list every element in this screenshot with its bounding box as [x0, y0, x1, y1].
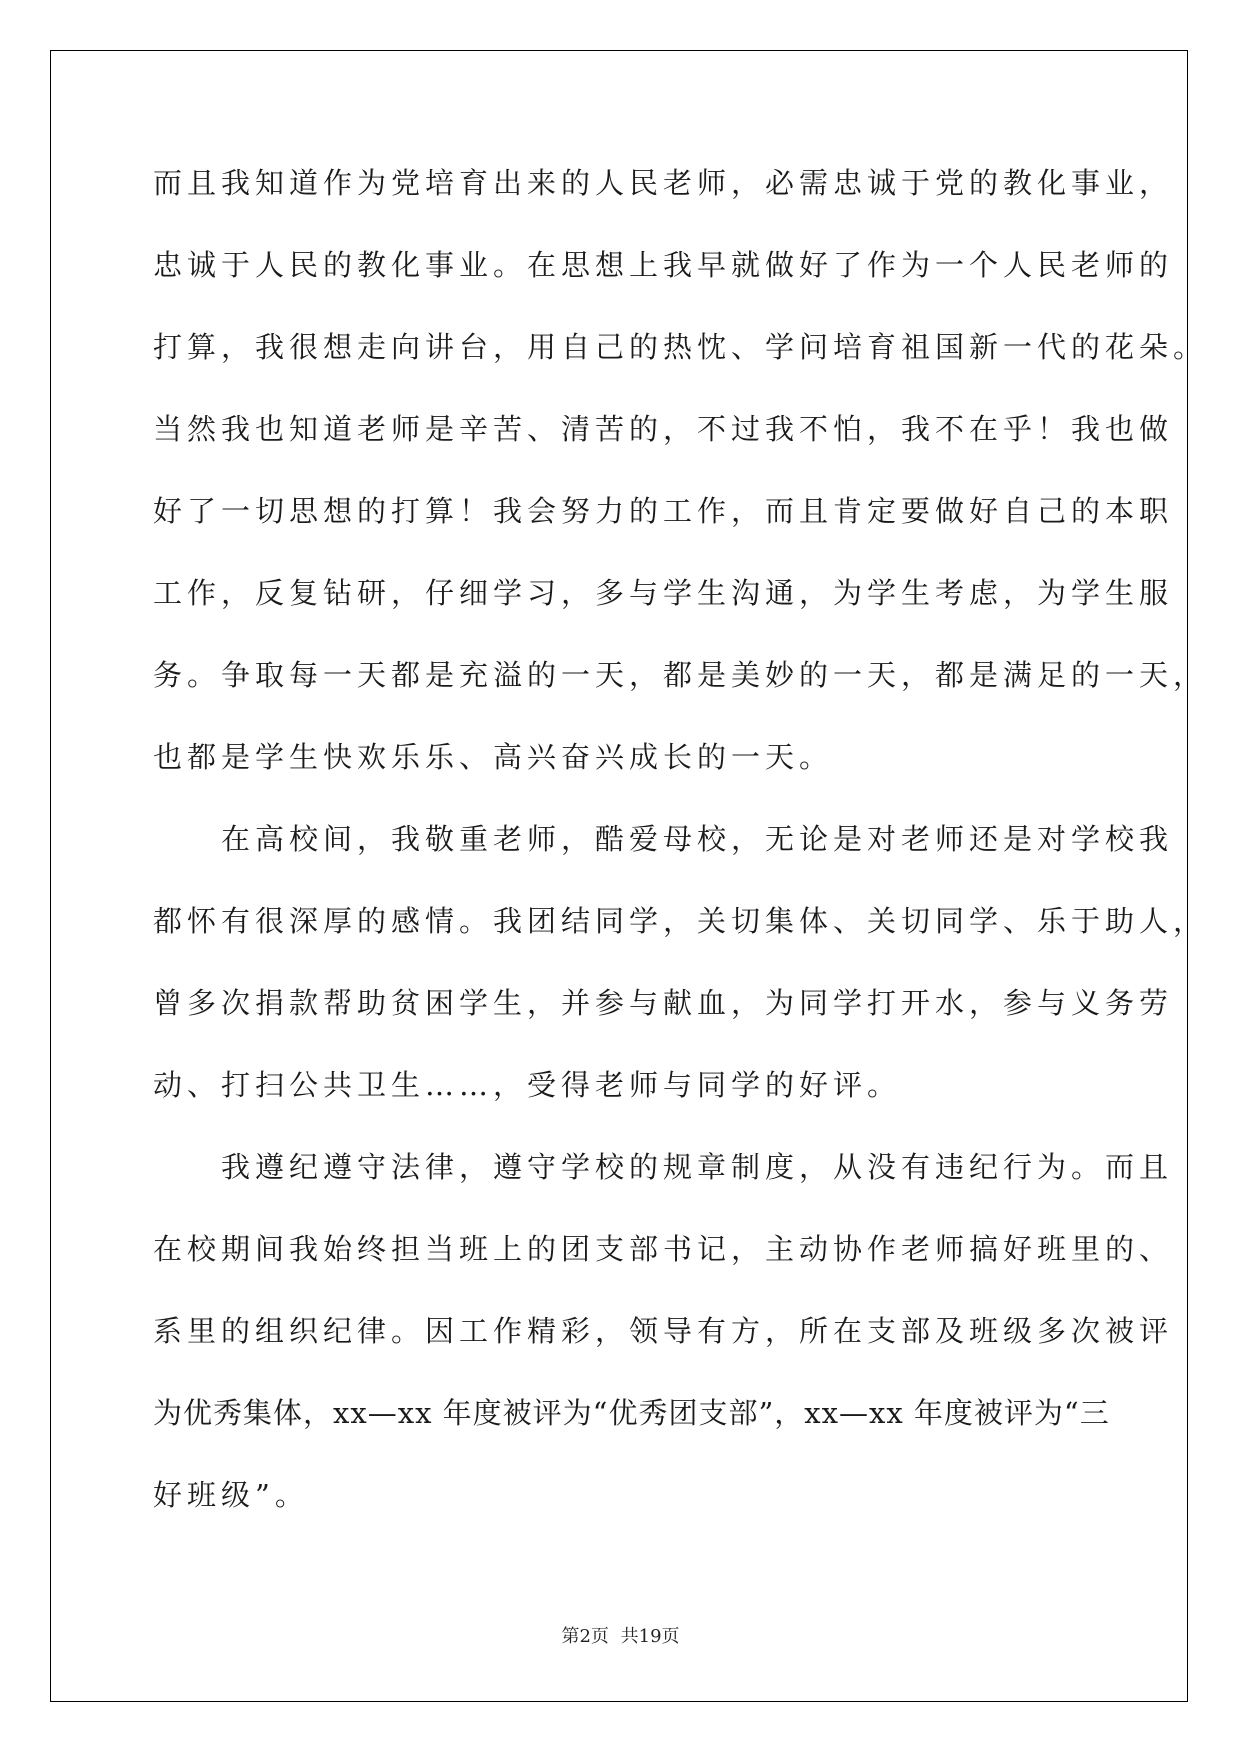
- text-line-8: 也都是学生快欢乐乐、高兴奋兴成长的一天。: [153, 740, 834, 774]
- total-pages: 共19页: [620, 1626, 680, 1647]
- text-line-11: 曾多次捐款帮助贫困学生，并参与献血，为同学打开水，参与义务劳: [153, 986, 1174, 1020]
- text-line-16: 为优秀集体，xx—xx 年度被评为“优秀团支部”，xx—xx 年度被评为“三: [153, 1396, 1110, 1430]
- text-line-10: 都怀有很深厚的感情。我团结同学，关切集体、关切同学、乐于助人，: [153, 904, 1208, 938]
- text-line-3: 打算，我很想走向讲台，用自己的热忱、学问培育祖国新一代的花朵。: [153, 330, 1208, 364]
- text-line-9: 在高校间，我敬重老师，酷爱母校，无论是对老师还是对学校我: [153, 822, 1174, 856]
- text-line-14: 在校期间我始终担当班上的团支部书记，主动协作老师搞好班里的、: [153, 1232, 1174, 1266]
- text-line-4: 当然我也知道老师是辛苦、清苦的，不过我不怕，我不在乎！我也做: [153, 412, 1174, 446]
- text-line-2: 忠诚于人民的教化事业。在思想上我早就做好了作为一个人民老师的: [153, 248, 1174, 282]
- page-number: 第2页: [561, 1626, 609, 1647]
- text-line-17: 好班级”。: [153, 1478, 309, 1512]
- text-line-12: 动、打扫公共卫生……，受得老师与同学的好评。: [153, 1068, 902, 1102]
- text-line-5: 好了一切思想的打算！我会努力的工作，而且肯定要做好自己的本职: [153, 494, 1174, 528]
- text-line-1: 而且我知道作为党培育出来的人民老师，必需忠诚于党的教化事业，: [153, 166, 1174, 200]
- text-line-15: 系里的组织纪律。因工作精彩，领导有方，所在支部及班级多次被评: [153, 1314, 1174, 1348]
- page-footer: [0, 1622, 1241, 1648]
- text-line-6: 工作，反复钻研，仔细学习，多与学生沟通，为学生考虑，为学生服: [153, 576, 1174, 610]
- document-body: [153, 152, 1208, 1546]
- text-line-13: 我遵纪遵守法律，遵守学校的规章制度，从没有违纪行为。而且: [153, 1150, 1174, 1184]
- text-line-7: 务。争取每一天都是充溢的一天，都是美妙的一天，都是满足的一天，: [153, 658, 1208, 692]
